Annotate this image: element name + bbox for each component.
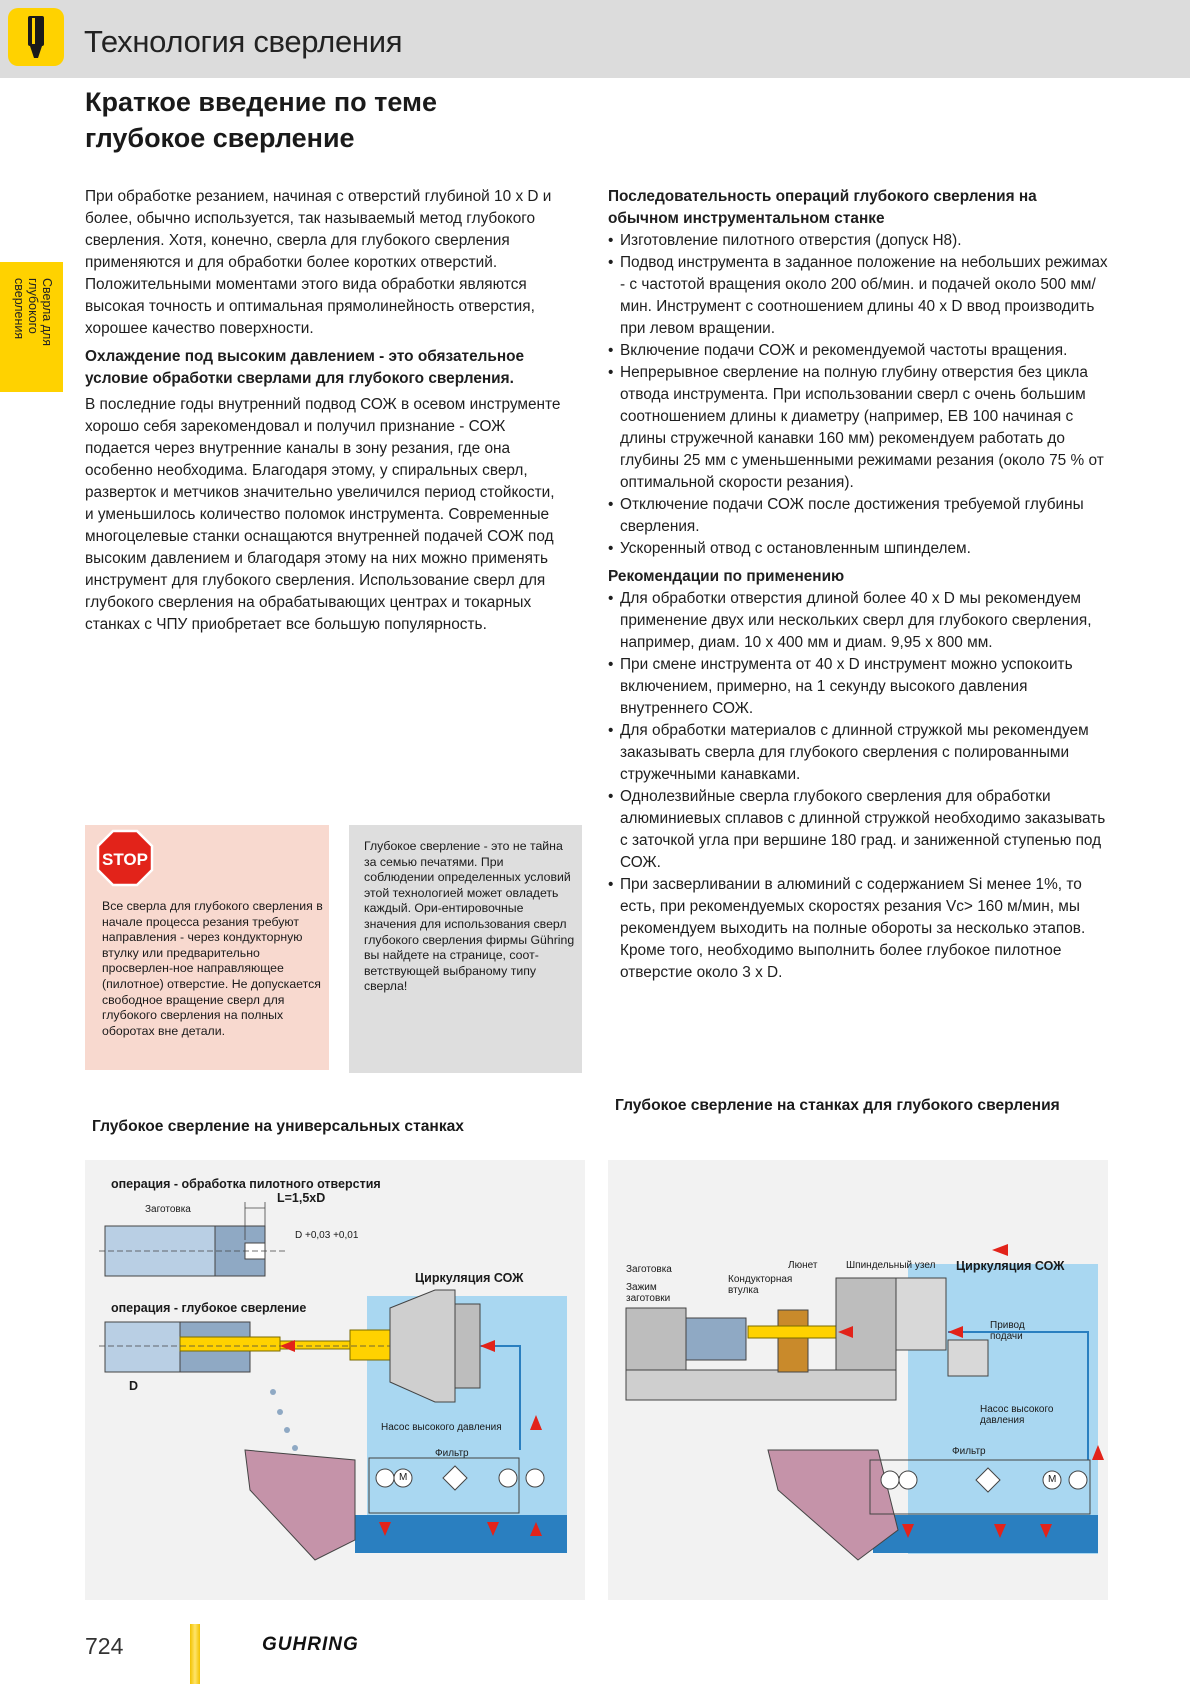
universal-machine-drawing	[85, 1160, 585, 1600]
recommend-item: • При смене инструмента от 40 x D инструмент можно успокоить включением, примерно, на 1 секунду высокого давления внутреннего СОЖ.	[608, 654, 1108, 720]
section-tab-label: Сверла для глубокого сверления	[12, 278, 54, 347]
right-column	[608, 186, 1108, 984]
intro-paragraph: При обработке резанием, начиная с отверстий глубиной 10 x D и более, обычно используется, так называемый метод глубокого сверления. Хотя, конечно, сверла для глубокого сверления применяются и для обработки более коротких отверстий. Положительными моментами этого вида обработки являются высокая точность и оптимальная прямолинейность отверстия, хорошее качество поверхности.	[85, 188, 552, 337]
sequence-heading: Последовательность операций глубокого сверления на обычном инструментальном станке	[608, 188, 1037, 227]
pump-label: Насос высокого давления	[980, 1404, 1054, 1426]
left-column	[85, 186, 565, 642]
sequence-item: • Подвод инструмента в заданное положение на небольших режимах - с частотой вращения около 200 об/мин. и подачей около 500 мм/мин. Инструмент с соотношением длины 40 x D ввод производить при левом вращении.	[608, 252, 1108, 340]
deep-drilling-machine-diagram	[608, 1160, 1108, 1600]
filter-label: Фильтр	[952, 1446, 986, 1457]
sequence-item: • Включение подачи СОЖ и рекомендуемой частоты вращения.	[608, 340, 1108, 362]
heading-line-1: Краткое введение по теме	[85, 87, 437, 117]
stop-notice	[85, 825, 329, 1070]
diameter-label: D	[129, 1379, 139, 1393]
recommend-item: • При засверливании в алюминий с содержанием Si менее 1%, то есть, при рекомендуемых скоростях резания Vc> 160 м/мин, мы рекомендуем выходить на полные обороты за несколько этапов. Кроме того, необходимо выполнить более глубокое пилотное отверстие около 3 x D.	[608, 874, 1108, 984]
cooling-paragraph: В последние годы внутренний подвод СОЖ в осевом инструменте хорошо себя зарекомендовал и получил признание - СОЖ подается через внутренние каналы в зону резания, где она особенно необходима. Благодаря этому, у спиральных сверл, разверток и метчиков значительно увеличился период стойкости, и уменьшилось количество поломок инструмента. Современные многоцелевые станки оснащаются внутренней подачей СОЖ под высоким давлением и благодаря этому на них можно применять инструмент для глубокого сверления. Использование сверл для глубокого сверления на обрабатывающих центрах и токарных станках с ЧПУ приобретает все большую популярность.	[85, 396, 561, 633]
sequence-item: • Ускоренный отвод с остановленным шпинделем.	[608, 538, 1108, 560]
pilot-tolerance-label: D +0,03 +0,01	[295, 1230, 359, 1241]
universal-machine-diagram	[85, 1160, 585, 1600]
diagram-right-caption: Глубокое сверление на станках для глубокого сверления	[615, 1097, 1060, 1114]
info-notice	[349, 825, 582, 1073]
section-tab[interactable]	[0, 262, 63, 392]
sequence-item: • Изготовление пилотного отверстия (допуск H8).	[608, 230, 1108, 252]
recommend-item: • Для обработки отверстия длиной более 40 x D мы рекомендуем применение двух или нескольких сверл для глубокого сверления, например, диам. 10 x 400 мм и диам. 9,95 x 800 мм.	[608, 588, 1108, 654]
motor-label: M	[399, 1472, 408, 1483]
pump-label: Насос высокого давления	[381, 1422, 502, 1433]
page-title: Технология сверления	[84, 24, 403, 59]
brand-logo: GUHRING	[262, 1634, 359, 1655]
deep-drilling-machine-drawing	[608, 1160, 1108, 1600]
heading-line-2: глубокое сверление	[85, 123, 355, 153]
feed-drive-label: Привод подачи	[990, 1320, 1025, 1342]
workpiece-label: Заготовка	[626, 1264, 672, 1275]
motor-label: M	[1048, 1474, 1057, 1485]
info-notice-text: Глубокое сверление - это не тайна за семью печатями. При соблюдении определенных условий этой технологией может овладеть каждый. Ори-ентировочные значения для использования сверл глубокого сверления фирмы Gühring вы найдете на странице, соот-ветствующей выбраному типу сверла!	[364, 839, 575, 994]
drill-category-icon	[8, 8, 64, 66]
clamp-label: Зажим заготовки	[626, 1282, 671, 1304]
spindle-label: Шпиндельный узел	[846, 1260, 936, 1271]
coolant-label: Циркуляция СОЖ	[956, 1259, 1065, 1273]
cooling-subheading: Охлаждение под высоким давлением - это обязательное условие обработки сверлами для глубокого сверления.	[85, 348, 525, 387]
stop-sign-icon	[96, 829, 154, 887]
sequence-item: • Отключение подачи СОЖ после достижения требуемой глубины сверления.	[608, 494, 1108, 538]
lunette-label: Люнет	[788, 1260, 818, 1271]
stop-sign-label: STOP	[102, 850, 148, 869]
recommend-item: • Однолезвийные сверла глубокого сверления для обработки алюминиевых сплавов с длинной стружкой необходимо заказывать с заточкой угла при вершине 180 град. и заниженной ступенью под СОЖ.	[608, 786, 1108, 874]
recommend-item: • Для обработки материалов с длинной стружкой мы рекомендуем заказывать сверла для глубокого сверления с полированными стружечными канавками.	[608, 720, 1108, 786]
filter-label: Фильтр	[435, 1448, 469, 1459]
coolant-label: Циркуляция СОЖ	[415, 1271, 524, 1285]
sequence-item: • Непрерывное сверление на полную глубину отверстия без цикла отвода инструмента. При использовании сверл с очень большим соотношением длины к диаметру (например, EB 100 начиная с длины стружечной канавки 160 мм) рекомендуем работать до глубины 25 мм с уменьшенными режимами резания (около 75 % от оптимальной скорости резания).	[608, 362, 1108, 494]
bushing-label: Кондукторная втулка	[728, 1274, 793, 1296]
stop-notice-text: Все сверла для глубокого сверления в начале процесса резания требуют направления - через кондукторную втулку или предварительно просверлен-ное направляющее (пилотное) отверстие. Не допускается свободное вращение сверл для глубокого сверления на полных оборотах вне детали.	[102, 899, 323, 1038]
page-number: 724	[85, 1633, 124, 1659]
workpiece-label: Заготовка	[145, 1204, 191, 1215]
deep-operation-label: операция - глубокое сверление	[111, 1301, 307, 1315]
footer-accent-bar	[190, 1624, 200, 1684]
header-bar	[0, 0, 1190, 78]
article-heading	[85, 84, 437, 156]
pilot-operation-label: операция - обработка пилотного отверстия	[111, 1177, 381, 1191]
recommend-heading: Рекомендации по применению	[608, 568, 845, 585]
diagram-left-caption: Глубокое сверление на универсальных станках	[92, 1118, 464, 1135]
pilot-length-label: L=1,5xD	[277, 1191, 326, 1205]
